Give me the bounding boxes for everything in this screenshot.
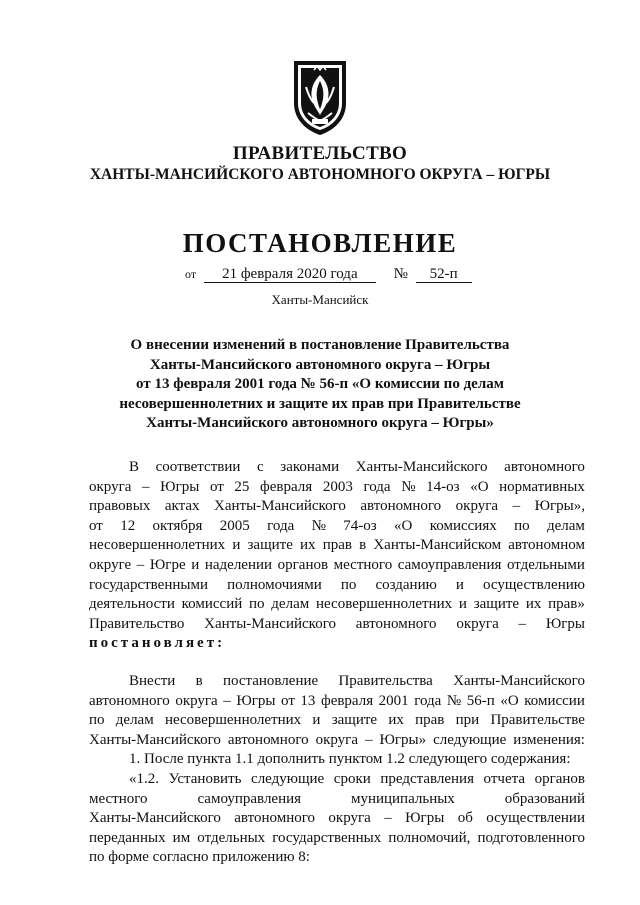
word: автономного [355,615,437,632]
word: прав [415,712,445,729]
paragraph-line [89,536,585,556]
word: 12 [120,517,136,534]
word: по [514,517,530,534]
word: автономного [504,459,585,475]
word: 2003 [322,478,353,495]
word: отдельных [197,829,266,846]
word: Ханты-Мансийского [355,459,488,475]
paragraph-line [89,790,585,810]
document-number: 52-п [416,267,472,283]
word: «О [470,478,489,495]
word: комиссии [524,692,585,709]
word: образований [504,790,585,807]
word: № [401,478,416,495]
word: Ханты-Мансийского [204,615,336,632]
word: местного [89,790,148,807]
word: несовершеннолетних [164,712,302,729]
word: округа [456,615,499,632]
paragraph-line [89,750,585,770]
word: их [525,596,542,613]
paragraph-line [89,556,585,576]
word: Правительства [338,672,433,689]
word: следующие [433,731,507,748]
paragraph-line [89,809,585,829]
word: округа [175,692,218,709]
word: в [359,537,367,554]
word: самоуправления [397,556,502,573]
word: Югры», [534,498,585,515]
word: наделении [204,556,273,573]
word: Югры [236,692,276,709]
word: Югры [160,478,200,495]
word: Ханты-Мансийского [89,810,221,827]
word: Югры [545,615,585,632]
word: и [455,576,464,593]
word: с [257,459,264,475]
subject-line: несовершеннолетних и защите их прав при Правительстве [119,395,521,412]
word: Ханты-Мансийского [214,498,346,515]
word: Ханты-Мансийском [373,537,502,554]
word: округа [455,498,499,515]
date-number-line [185,266,472,283]
word: делам [115,712,154,729]
word: при [455,712,480,729]
word: – [223,692,231,709]
word: об [457,810,473,827]
word: и [232,537,241,554]
word: комиссий [181,596,243,613]
word: от [281,692,295,709]
word: им [172,829,191,846]
word: 13 [300,692,316,709]
word: Ханты-Мансийского [453,672,585,689]
paragraph-line [89,770,585,790]
government-title: ПРАВИТЕЛЬСТВО [232,143,408,164]
word: их [300,537,316,554]
word: полномочий, [388,829,471,846]
word: года [414,692,442,709]
word: автономного [234,810,316,827]
word: отдельными [506,556,585,573]
word: отчета [483,770,526,787]
paragraph-line [89,634,585,654]
paragraph-line [89,595,585,615]
word: следующие [251,770,325,787]
word: Внести [129,672,176,689]
word: Ханты-Мансийского [89,731,221,748]
word: Югре [149,556,186,573]
word: местного [333,556,393,573]
word: «О [500,692,519,709]
paragraph-line [89,478,585,498]
date-prefix: от [185,267,197,281]
word: правовых [89,498,151,515]
preamble-paragraph [89,458,585,654]
word: осуществлении [486,810,585,827]
word: созданию [375,576,437,593]
word: февраля [260,478,313,495]
word: «1.2. [129,770,159,787]
word: округа [328,810,371,827]
word: сроки [333,770,371,787]
word: октября [152,517,203,534]
word: комиссиях [429,517,497,534]
word: № [311,517,326,534]
word: 2005 [219,517,250,534]
word: года [363,478,391,495]
word: деятельности [89,596,175,613]
word: несовершеннолетних [89,537,226,554]
word: Установить [168,770,242,787]
paragraph-line [89,458,585,478]
word: Югры [405,810,445,827]
word: прав [322,537,352,554]
paragraph-line [89,497,585,517]
item-1: 1. После пункта 1.1 дополнить пунктом 1.2 следующего содержания: [129,751,571,768]
word: прав» [548,596,585,613]
word: февраля [320,692,374,709]
paragraph-line [89,517,585,537]
word: 56-п [466,692,495,709]
word: автономного [360,498,442,515]
paragraph-line [89,576,585,596]
word: – [364,731,373,748]
resolution-word: постановляет: [89,635,226,652]
word: законами [280,459,340,475]
word: Югры» [379,731,427,748]
word: округа [89,478,132,495]
word: защите [331,712,378,729]
word: от [209,478,224,495]
subject-line: О внесении изменений в постановление Правительства [130,337,510,353]
paragraph-line [89,615,585,635]
word: изменения: [513,731,585,748]
paragraph-line [89,829,585,849]
word: «О [394,517,413,534]
word: 2001 [378,692,409,709]
subject-line: Ханты-Мансийского автономного округа – Югры» [146,415,494,431]
word: и [312,712,321,729]
word: нормативных [499,478,585,495]
word: переданных [89,829,166,846]
word: самоуправления [197,790,302,807]
word: В [129,459,140,475]
word: автономного [227,731,309,748]
word: в [195,672,203,689]
word: автономном [508,537,585,554]
subject-line: Ханты-Мансийского автономного округа – Югры [149,356,491,373]
word: государственных [272,829,382,846]
word: 14-оз [426,478,460,495]
word: – [518,615,527,632]
word: защите [247,537,293,554]
quote-last-line: по форме согласно приложению 8: [89,849,310,866]
document-type: ПОСТАНОВЛЕНИЕ [182,228,458,258]
word: Правительстве [490,712,585,729]
word: от [89,517,103,534]
word: делам [271,596,310,613]
document-subject [100,336,540,434]
word: – [142,478,150,495]
word: года [267,517,295,534]
word: 25 [234,478,250,495]
word: – [136,556,145,573]
document-body [89,458,585,868]
word: представления [380,770,474,787]
word: № [446,692,462,709]
word: соответствии [155,459,241,475]
word: Правительство [89,615,185,632]
word: полномочиями [227,576,322,593]
subject-line: от 13 февраля 2001 года № 56-п «О комиссии по делам [136,376,504,392]
number-prefix: № [393,266,408,282]
paragraph-line [89,692,585,712]
paragraph-line [89,711,585,731]
word: – [384,810,392,827]
word: по [340,576,357,593]
word: осуществлению [483,576,585,593]
word: государственными [89,576,208,593]
word: округа [315,731,358,748]
word: и [191,556,200,573]
paragraph-line [89,848,585,868]
word: их [388,712,404,729]
word: по [89,712,105,729]
paragraph-line [89,672,585,692]
coat-of-arms-icon [288,57,352,137]
word: по [249,596,265,613]
document-date: 21 февраля 2020 года [204,267,376,283]
government-region: ХАНТЫ-МАНСИЙСКОГО АВТОНОМНОГО ОКРУГА – ЮГРЫ [89,166,551,183]
word: несовершеннолетних [315,596,453,613]
word: и [458,596,467,613]
word: подготовленного [477,829,585,846]
word: муниципальных [350,790,455,807]
word: защите [473,596,520,613]
word: органов [534,770,585,787]
word: 74-оз [343,517,377,534]
word: актах [164,498,200,515]
word: округе [89,556,132,573]
word: органов [277,556,329,573]
amendment-paragraph [89,672,585,868]
word: автономного [89,692,170,709]
word: постановление [222,672,319,689]
word: делам [546,517,585,534]
document-city: Ханты-Мансийск [271,292,369,307]
paragraph-line [89,731,585,751]
word: – [512,498,521,515]
